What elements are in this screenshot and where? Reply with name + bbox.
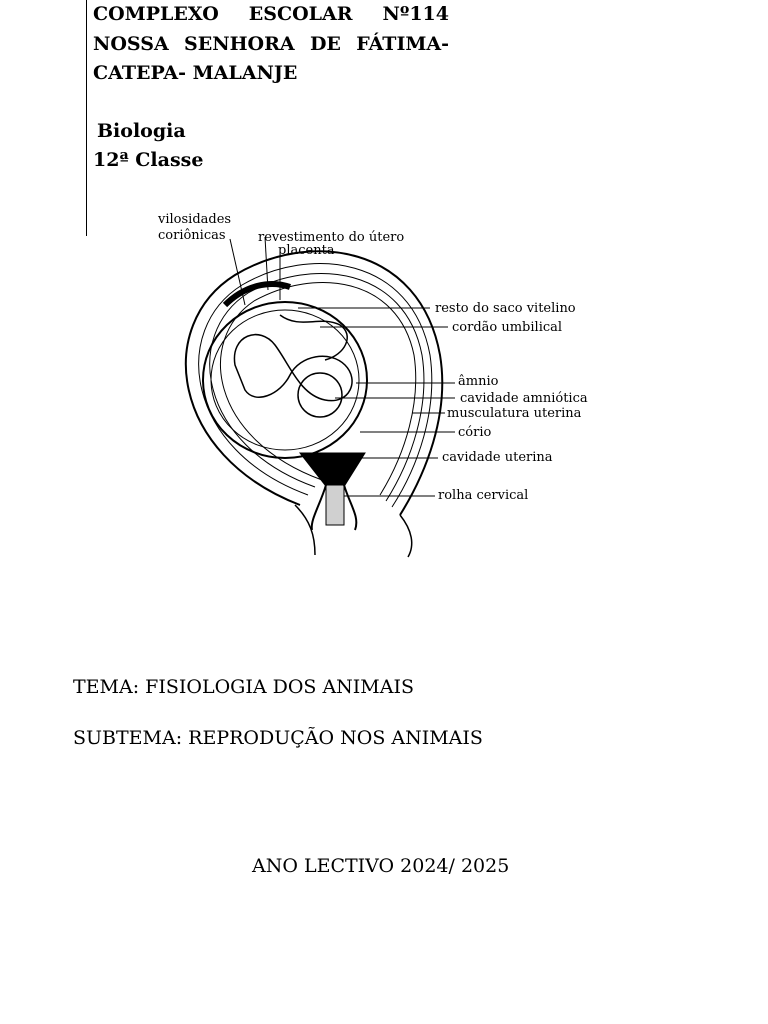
label-cavidade-uterina: cavidade uterina bbox=[442, 450, 553, 465]
cervical-plug bbox=[326, 485, 344, 525]
label-cavidade-amniotica: cavidade amniótica bbox=[460, 391, 588, 406]
school-name-line-3: CATEPA- MALANJE bbox=[93, 62, 298, 84]
school-name-line-2: NOSSA SENHORA DE FÁTIMA- bbox=[93, 32, 449, 55]
topic-tema: TEMA: FISIOLOGIA DOS ANIMAIS bbox=[73, 676, 414, 698]
fetus-head bbox=[298, 373, 342, 417]
label-corio: cório bbox=[458, 425, 492, 440]
school-name bbox=[93, 0, 449, 89]
label-revestimento: revestimento do útero bbox=[258, 230, 405, 245]
grade-title: 12ª Classe bbox=[93, 149, 204, 171]
label-cordao: cordão umbilical bbox=[452, 320, 563, 335]
fetus-body bbox=[234, 335, 352, 401]
cervix-left bbox=[312, 485, 326, 530]
label-musculatura: musculatura uterina bbox=[447, 406, 582, 421]
header-divider-line bbox=[86, 0, 87, 236]
chorion-membrane bbox=[203, 302, 367, 458]
subject-title: Biologia bbox=[97, 120, 186, 142]
cervix-right bbox=[344, 485, 356, 530]
umbilical-cord bbox=[280, 315, 347, 360]
label-placenta: placenta bbox=[278, 243, 335, 258]
school-name-line-1: COMPLEXO ESCOLAR Nº114 bbox=[93, 3, 449, 25]
label-saco-vitelino: resto do saco vitelino bbox=[435, 301, 576, 316]
academic-year: ANO LECTIVO 2024/ 2025 bbox=[252, 855, 510, 877]
topic-subtema: SUBTEMA: REPRODUÇÃO NOS ANIMAIS bbox=[73, 727, 483, 749]
label-rolha: rolha cervical bbox=[438, 488, 529, 503]
body-outline-right bbox=[400, 515, 412, 557]
pregnancy-uterus-diagram bbox=[150, 205, 610, 560]
label-corionicas: coriônicas bbox=[158, 228, 226, 243]
label-vilosidades: vilosidades bbox=[158, 212, 232, 227]
label-amnio: âmnio bbox=[458, 374, 499, 389]
